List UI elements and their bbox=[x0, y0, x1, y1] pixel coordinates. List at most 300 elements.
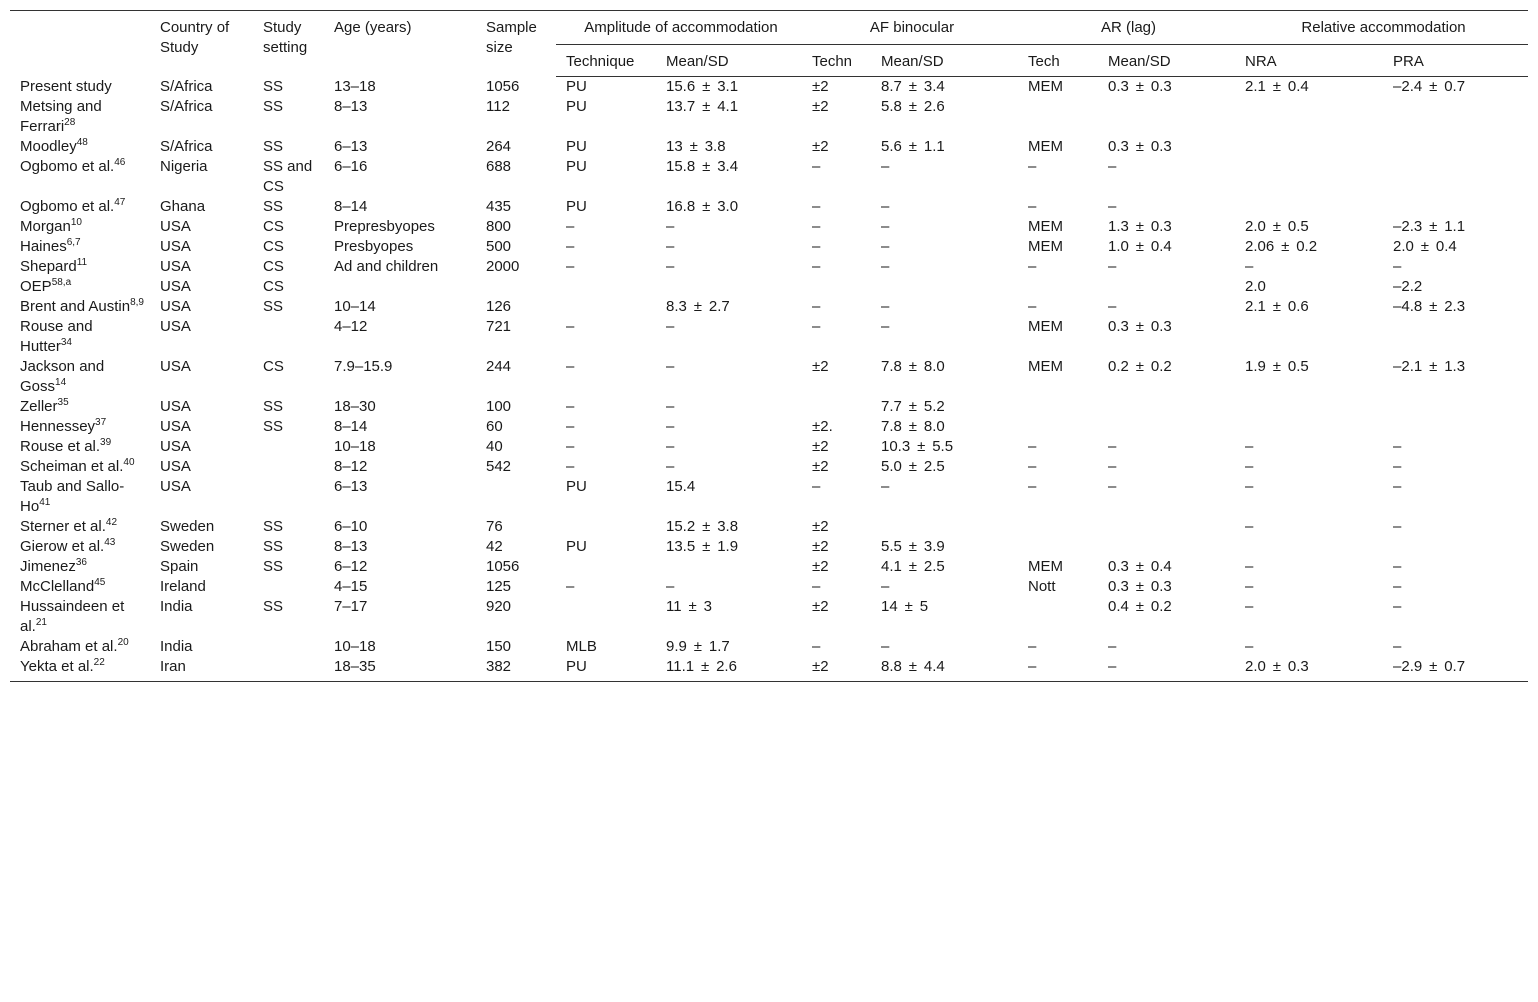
cell-ar-technique: Nott bbox=[1028, 578, 1056, 595]
cell-sample-size: 721 bbox=[486, 318, 512, 335]
cell-sample-size: 150 bbox=[486, 638, 512, 655]
cell-age: 6–13 bbox=[334, 478, 368, 495]
mean-sd-value: 11.1 ± 2.6 bbox=[666, 658, 737, 675]
cell-amplitude-technique: – bbox=[566, 238, 575, 255]
cell-af-mean-sd bbox=[871, 397, 1018, 417]
cell-sample-size: 688 bbox=[486, 158, 512, 175]
mean-sd-value: 15.6 ± 3.1 bbox=[666, 78, 739, 95]
reference-superscript: 45 bbox=[94, 577, 106, 588]
cell-ar-technique: MEM bbox=[1028, 78, 1063, 95]
table-row bbox=[10, 397, 1528, 417]
mean-sd-value: 0.3 ± 0.3 bbox=[1108, 578, 1172, 595]
mean-sd-value: 13.5 ± 1.9 bbox=[666, 538, 739, 555]
header-af-binocular: AF binocular bbox=[802, 11, 1018, 45]
cell-country: USA bbox=[160, 478, 191, 495]
reference-superscript: 34 bbox=[60, 337, 72, 348]
study-name: Metsing and Ferrari bbox=[20, 98, 102, 135]
cell-pra bbox=[1383, 537, 1528, 557]
table-row bbox=[10, 517, 1528, 537]
cell-ar-mean-sd bbox=[1098, 557, 1235, 577]
header-country: Country of Study bbox=[150, 11, 253, 77]
mean-sd-value: 5.8 ± 2.6 bbox=[881, 98, 945, 115]
table-row bbox=[10, 217, 1528, 237]
cell-ar-technique: – bbox=[1028, 438, 1037, 455]
table-row bbox=[10, 277, 1528, 297]
cell-study bbox=[10, 597, 150, 637]
cell-study bbox=[10, 197, 150, 217]
cell-pra bbox=[1383, 237, 1528, 257]
study-name: Haines bbox=[20, 238, 67, 255]
cell-country: Ghana bbox=[160, 198, 206, 215]
reference-superscript: 35 bbox=[57, 397, 69, 408]
cell-pra bbox=[1383, 657, 1528, 682]
cell-study bbox=[10, 217, 150, 237]
cell-amplitude-mean-sd bbox=[656, 297, 802, 317]
study-name: Scheiman et al. bbox=[20, 458, 124, 475]
cell-af-mean-sd bbox=[871, 277, 1018, 297]
cell-pra: – bbox=[1393, 458, 1402, 475]
reference-superscript: 39 bbox=[100, 437, 112, 448]
cell-af-mean-sd bbox=[871, 517, 1018, 537]
cell-nra: – bbox=[1245, 558, 1254, 575]
cell-amplitude-mean-sd: – bbox=[666, 358, 675, 375]
study-name: Hennessey bbox=[20, 418, 96, 435]
cell-ar-technique: – bbox=[1028, 298, 1037, 315]
cell-af-mean-sd: – bbox=[881, 258, 890, 275]
reference-superscript: 41 bbox=[39, 497, 51, 508]
cell-amplitude-mean-sd: – bbox=[666, 318, 675, 335]
mean-sd-value: –4.8 ± 2.3 bbox=[1393, 298, 1466, 315]
cell-nra: – bbox=[1245, 578, 1254, 595]
table-row bbox=[10, 197, 1528, 217]
cell-pra bbox=[1383, 137, 1528, 157]
mean-sd-value: 5.6 ± 1.1 bbox=[881, 138, 945, 155]
cell-nra bbox=[1235, 77, 1383, 98]
cell-country: USA bbox=[160, 438, 191, 455]
cell-setting: SS bbox=[263, 598, 284, 615]
header-techn: Techn bbox=[802, 45, 871, 77]
cell-age: 18–35 bbox=[324, 657, 476, 682]
reference-superscript: 46 bbox=[114, 157, 126, 168]
cell-amplitude-technique bbox=[556, 297, 656, 317]
cell-study bbox=[10, 97, 150, 137]
mean-sd-value: 2.1 ± 0.4 bbox=[1245, 78, 1309, 95]
cell-amplitude-technique bbox=[556, 277, 656, 297]
cell-study bbox=[10, 257, 150, 277]
table-body bbox=[10, 77, 1528, 682]
cell-af-technique: – bbox=[812, 638, 821, 655]
study-name: Jackson and Goss bbox=[20, 358, 105, 395]
header-tech: Tech bbox=[1018, 45, 1098, 77]
cell-setting bbox=[253, 577, 324, 597]
mean-sd-value: 1.0 ± 0.4 bbox=[1108, 238, 1172, 255]
cell-study bbox=[10, 417, 150, 437]
cell-ar-mean-sd bbox=[1098, 217, 1235, 237]
mean-sd-value: 7.7 ± 5.2 bbox=[881, 398, 945, 415]
cell-age: 13–18 bbox=[334, 77, 376, 95]
cell-country: Spain bbox=[160, 558, 199, 575]
cell-af-mean-sd bbox=[871, 97, 1018, 137]
cell-af-mean-sd: – bbox=[881, 638, 890, 655]
study-name: Present study bbox=[20, 77, 112, 95]
study-name: Yekta et al. bbox=[20, 658, 94, 675]
cell-af-technique: – bbox=[812, 478, 821, 495]
mean-sd-value: 5.0 ± 2.5 bbox=[881, 458, 945, 475]
table-row bbox=[10, 297, 1528, 317]
mean-sd-value: 0.4 ± 0.2 bbox=[1108, 598, 1172, 615]
table-row bbox=[10, 137, 1528, 157]
cell-setting: SS bbox=[263, 98, 284, 115]
cell-ar-technique: MEM bbox=[1028, 238, 1063, 255]
cell-sample-size: 542 bbox=[486, 458, 512, 475]
cell-af-mean-sd: – bbox=[881, 218, 890, 235]
cell-amplitude-mean-sd: – bbox=[666, 578, 675, 595]
cell-amplitude-technique: – bbox=[566, 438, 575, 455]
mean-sd-value: 16.8 ± 3.0 bbox=[666, 198, 739, 215]
cell-nra bbox=[1235, 197, 1383, 217]
header-age: Age (years) bbox=[324, 11, 476, 77]
mean-sd-value: 7.8 ± 8.0 bbox=[881, 358, 945, 375]
cell-country: USA bbox=[160, 238, 191, 255]
cell-af-technique: ±2 bbox=[802, 657, 871, 682]
table-row bbox=[10, 557, 1528, 577]
cell-sample-size: 800 bbox=[486, 218, 512, 235]
cell-sample-size: 42 bbox=[486, 538, 503, 555]
cell-nra: – bbox=[1245, 478, 1254, 495]
cell-af-technique bbox=[802, 277, 871, 297]
cell-setting: SS bbox=[263, 418, 284, 435]
cell-af-mean-sd bbox=[871, 557, 1018, 577]
reference-superscript: 58,a bbox=[51, 277, 72, 288]
study-name: McClelland bbox=[20, 578, 95, 595]
cell-setting: SS bbox=[263, 198, 284, 215]
cell-country: USA bbox=[160, 278, 191, 295]
header-relative: Relative accommodation bbox=[1235, 11, 1528, 45]
cell-nra bbox=[1235, 137, 1383, 157]
cell-af-technique: – bbox=[812, 578, 821, 595]
cell-af-mean-sd bbox=[871, 357, 1018, 397]
cell-sample-size: 382 bbox=[476, 657, 556, 682]
cell-ar-mean-sd bbox=[1098, 537, 1235, 557]
cell-country: Nigeria bbox=[160, 158, 208, 175]
table-row bbox=[10, 237, 1528, 257]
cell-country: Ireland bbox=[160, 578, 206, 595]
cell-age: 8–13 bbox=[334, 98, 368, 115]
cell-study bbox=[10, 657, 150, 682]
cell-study bbox=[10, 157, 150, 197]
cell-age: Presbyopes bbox=[334, 238, 414, 255]
reference-superscript: 42 bbox=[105, 517, 118, 528]
cell-amplitude-mean-sd bbox=[656, 137, 802, 157]
cell-amplitude-technique: MLB bbox=[566, 638, 597, 655]
cell-study bbox=[10, 137, 150, 157]
cell-amplitude-mean-sd bbox=[656, 637, 802, 657]
reference-superscript: 40 bbox=[123, 457, 135, 468]
cell-pra: –2.2 bbox=[1393, 278, 1423, 295]
cell-age: 6–16 bbox=[334, 158, 368, 175]
cell-age: 10–18 bbox=[334, 638, 376, 655]
table-row bbox=[10, 257, 1528, 277]
cell-nra bbox=[1235, 417, 1383, 437]
mean-sd-value: 8.8 ± 4.4 bbox=[881, 658, 945, 675]
cell-af-technique: ±2 bbox=[812, 558, 829, 575]
cell-nra: – bbox=[1245, 638, 1254, 655]
cell-af-technique: ±2 bbox=[812, 438, 829, 455]
reference-superscript: 37 bbox=[95, 417, 107, 428]
cell-age: 4–15 bbox=[334, 578, 368, 595]
cell-amplitude-mean-sd bbox=[656, 597, 802, 637]
cell-sample-size: 126 bbox=[486, 298, 512, 315]
mean-sd-value: 8.7 ± 3.4 bbox=[881, 78, 945, 95]
mean-sd-value: 2.0 ± 0.3 bbox=[1245, 658, 1309, 675]
cell-age: 6–12 bbox=[334, 558, 368, 575]
cell-ar-mean-sd bbox=[1098, 357, 1235, 397]
cell-ar-mean-sd: – bbox=[1098, 657, 1235, 682]
cell-amplitude-technique: – bbox=[566, 218, 575, 235]
cell-country: S/Africa bbox=[160, 77, 213, 95]
mean-sd-value: –2.9 ± 0.7 bbox=[1393, 658, 1466, 675]
cell-pra: – bbox=[1393, 598, 1402, 615]
cell-nra bbox=[1235, 317, 1383, 357]
cell-amplitude-technique bbox=[556, 557, 656, 577]
table-row bbox=[10, 537, 1528, 557]
cell-nra: – bbox=[1245, 518, 1254, 535]
cell-amplitude-technique: PU bbox=[566, 158, 587, 175]
cell-af-mean-sd bbox=[871, 437, 1018, 457]
cell-ar-mean-sd: – bbox=[1108, 158, 1117, 175]
study-name: Jimenez bbox=[20, 558, 76, 575]
cell-pra bbox=[1383, 357, 1528, 397]
cell-ar-technique bbox=[1018, 417, 1098, 437]
cell-af-mean-sd bbox=[871, 77, 1018, 98]
table-row bbox=[10, 157, 1528, 197]
cell-amplitude-mean-sd bbox=[656, 517, 802, 537]
cell-amplitude-technique: – bbox=[566, 578, 575, 595]
cell-pra: – bbox=[1393, 558, 1402, 575]
cell-af-technique: – bbox=[812, 218, 821, 235]
table-row bbox=[10, 457, 1528, 477]
cell-study bbox=[10, 577, 150, 597]
cell-sample-size bbox=[476, 477, 556, 517]
study-name: Brent and Austin bbox=[20, 298, 131, 315]
cell-amplitude-mean-sd bbox=[656, 537, 802, 557]
cell-ar-technique: – bbox=[1028, 198, 1037, 215]
study-name: Ogbomo et al. bbox=[20, 198, 115, 215]
cell-ar-mean-sd bbox=[1098, 137, 1235, 157]
cell-af-technique: – bbox=[812, 158, 821, 175]
cell-amplitude-mean-sd: – bbox=[666, 238, 675, 255]
cell-amplitude-mean-sd bbox=[656, 77, 802, 98]
cell-age: 6–13 bbox=[334, 138, 368, 155]
header-ar-lag: AR (lag) bbox=[1018, 11, 1235, 45]
cell-setting bbox=[253, 657, 324, 682]
cell-af-technique: – bbox=[812, 238, 821, 255]
cell-country: USA bbox=[160, 418, 191, 435]
cell-ar-mean-sd bbox=[1098, 237, 1235, 257]
cell-sample-size: 100 bbox=[486, 398, 512, 415]
cell-amplitude-technique: PU bbox=[566, 138, 587, 155]
cell-amplitude-technique: PU bbox=[566, 78, 587, 95]
cell-age: Ad and children bbox=[334, 258, 439, 275]
cell-age: 8–14 bbox=[334, 198, 368, 215]
cell-setting: CS bbox=[263, 258, 284, 275]
cell-country: Sweden bbox=[160, 538, 215, 555]
cell-ar-mean-sd bbox=[1098, 397, 1235, 417]
cell-af-technique: ±2. bbox=[812, 418, 833, 435]
cell-ar-technique bbox=[1018, 97, 1098, 137]
cell-nra bbox=[1235, 357, 1383, 397]
reference-superscript: 20 bbox=[117, 637, 129, 648]
cell-setting bbox=[253, 637, 324, 657]
mean-sd-value: 15.8 ± 3.4 bbox=[666, 158, 739, 175]
cell-sample-size bbox=[476, 277, 556, 297]
cell-af-mean-sd: – bbox=[881, 318, 890, 335]
cell-setting: SS bbox=[263, 518, 284, 535]
cell-af-technique: – bbox=[812, 318, 821, 335]
cell-af-technique: ±2 bbox=[812, 98, 829, 115]
table-row bbox=[10, 417, 1528, 437]
cell-pra bbox=[1383, 97, 1528, 137]
cell-amplitude-technique: – bbox=[566, 358, 575, 375]
cell-country: USA bbox=[160, 298, 191, 315]
cell-country: Sweden bbox=[160, 518, 215, 535]
table-row bbox=[10, 77, 1528, 98]
cell-age bbox=[324, 277, 476, 297]
cell-pra bbox=[1383, 157, 1528, 197]
mean-sd-value: 0.3 ± 0.3 bbox=[1108, 138, 1172, 155]
cell-ar-technique bbox=[1018, 597, 1098, 637]
cell-nra: – bbox=[1245, 438, 1254, 455]
cell-setting bbox=[253, 457, 324, 477]
cell-af-mean-sd: – bbox=[881, 298, 890, 315]
cell-amplitude-mean-sd bbox=[656, 277, 802, 297]
table-row bbox=[10, 477, 1528, 517]
cell-ar-technique bbox=[1018, 517, 1098, 537]
table-row bbox=[10, 357, 1528, 397]
cell-ar-mean-sd: – bbox=[1108, 198, 1117, 215]
cell-nra: 2.0 bbox=[1245, 278, 1266, 295]
cell-ar-technique: MEM bbox=[1028, 318, 1063, 335]
cell-ar-mean-sd: – bbox=[1108, 638, 1117, 655]
cell-amplitude-mean-sd: – bbox=[666, 418, 675, 435]
cell-amplitude-mean-sd: 15.4 bbox=[666, 478, 696, 495]
cell-amplitude-technique: – bbox=[566, 258, 575, 275]
study-name: Abraham et al. bbox=[20, 638, 118, 655]
cell-age: Prepresbyopes bbox=[334, 218, 435, 235]
cell-age: 6–10 bbox=[334, 518, 368, 535]
cell-ar-mean-sd bbox=[1098, 317, 1235, 357]
cell-ar-technique: – bbox=[1028, 638, 1037, 655]
cell-study bbox=[10, 397, 150, 417]
mean-sd-value: 15.2 ± 3.8 bbox=[666, 518, 739, 535]
cell-nra bbox=[1235, 297, 1383, 317]
mean-sd-value: 2.0 ± 0.5 bbox=[1245, 218, 1309, 235]
study-name: Rouse et al. bbox=[20, 438, 101, 455]
cell-study bbox=[10, 517, 150, 537]
mean-sd-value: 1.9 ± 0.5 bbox=[1245, 358, 1309, 375]
cell-pra: – bbox=[1393, 258, 1402, 275]
cell-ar-mean-sd: – bbox=[1108, 458, 1117, 475]
mean-sd-value: 5.5 ± 3.9 bbox=[881, 538, 945, 555]
cell-country: India bbox=[160, 638, 193, 655]
cell-sample-size: 40 bbox=[486, 438, 503, 455]
table-row bbox=[10, 637, 1528, 657]
cell-study bbox=[10, 357, 150, 397]
cell-af-mean-sd bbox=[871, 417, 1018, 437]
mean-sd-value: 4.1 ± 2.5 bbox=[881, 558, 945, 575]
cell-country: USA bbox=[160, 318, 191, 335]
cell-ar-technique: – bbox=[1028, 258, 1037, 275]
study-name: Taub and Sallo-Ho bbox=[20, 478, 125, 515]
mean-sd-value: –2.1 ± 1.3 bbox=[1393, 358, 1466, 375]
cell-study bbox=[10, 77, 150, 98]
cell-ar-technique: – bbox=[1028, 478, 1037, 495]
cell-af-technique: ±2 bbox=[812, 518, 829, 535]
cell-amplitude-technique bbox=[556, 517, 656, 537]
cell-sample-size: 60 bbox=[486, 418, 503, 435]
mean-sd-value: 2.1 ± 0.6 bbox=[1245, 298, 1309, 315]
reference-superscript: 8,9 bbox=[130, 297, 144, 308]
cell-ar-technique: MEM bbox=[1028, 218, 1063, 235]
cell-pra bbox=[1383, 417, 1528, 437]
cell-country: USA bbox=[160, 458, 191, 475]
cell-pra bbox=[1383, 297, 1528, 317]
cell-amplitude-mean-sd bbox=[656, 157, 802, 197]
cell-af-technique: – bbox=[812, 258, 821, 275]
mean-sd-value: 10.3 ± 5.5 bbox=[881, 438, 954, 455]
cell-ar-mean-sd bbox=[1098, 97, 1235, 137]
cell-pra bbox=[1383, 197, 1528, 217]
mean-sd-value: 8.3 ± 2.7 bbox=[666, 298, 730, 315]
cell-setting bbox=[253, 317, 324, 357]
cell-nra bbox=[1235, 537, 1383, 557]
study-name: Sterner et al. bbox=[20, 518, 106, 535]
cell-age: 4–12 bbox=[334, 318, 368, 335]
reference-superscript: 47 bbox=[114, 197, 126, 208]
header-mean-sd-amplitude: Mean/SD bbox=[656, 45, 802, 77]
reference-superscript: 22 bbox=[93, 657, 105, 668]
header-row-1 bbox=[10, 11, 1528, 45]
mean-sd-value: 0.3 ± 0.3 bbox=[1108, 318, 1172, 335]
cell-sample-size: 244 bbox=[486, 358, 512, 375]
mean-sd-value: 1.3 ± 0.3 bbox=[1108, 218, 1172, 235]
cell-study bbox=[10, 557, 150, 577]
cell-age: 7–17 bbox=[334, 598, 368, 615]
mean-sd-value: 0.3 ± 0.3 bbox=[1108, 78, 1172, 95]
cell-age: 8–13 bbox=[334, 538, 368, 555]
cell-study bbox=[10, 477, 150, 517]
cell-setting: SS bbox=[263, 538, 284, 555]
cell-pra: – bbox=[1393, 518, 1402, 535]
study-name: Shepard bbox=[20, 258, 77, 275]
cell-ar-mean-sd: – bbox=[1108, 258, 1117, 275]
cell-nra bbox=[1235, 657, 1383, 682]
cell-nra bbox=[1235, 237, 1383, 257]
cell-ar-technique: MEM bbox=[1028, 358, 1063, 375]
cell-nra bbox=[1235, 397, 1383, 417]
cell-ar-mean-sd bbox=[1098, 277, 1235, 297]
header-amplitude: Amplitude of accommodation bbox=[556, 11, 802, 45]
cell-nra bbox=[1235, 157, 1383, 197]
cell-af-mean-sd bbox=[871, 657, 1018, 682]
cell-pra bbox=[1383, 77, 1528, 98]
cell-amplitude-technique: PU bbox=[566, 478, 587, 495]
cell-af-technique: ±2 bbox=[812, 538, 829, 555]
cell-sample-size: 2000 bbox=[486, 258, 520, 275]
cell-ar-mean-sd bbox=[1098, 597, 1235, 637]
mean-sd-value: 13.7 ± 4.1 bbox=[666, 98, 739, 115]
header-study bbox=[10, 11, 150, 77]
